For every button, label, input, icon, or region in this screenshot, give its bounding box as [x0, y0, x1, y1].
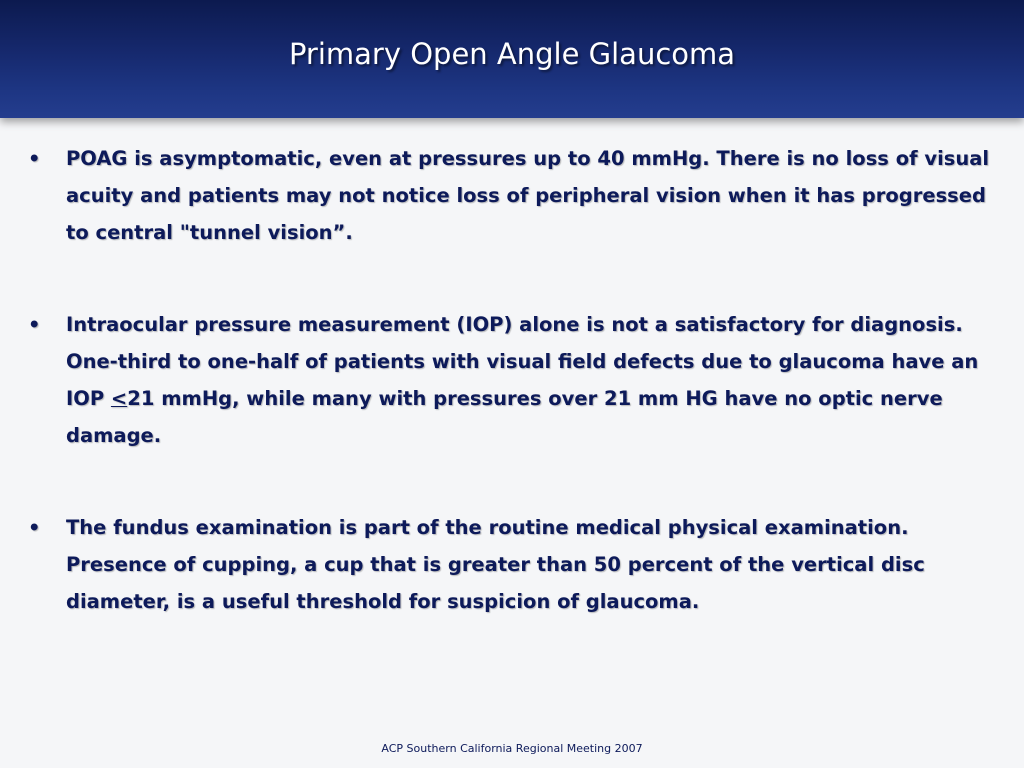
- bullet-list: [28, 140, 998, 620]
- bullet-text: POAG is asymptomatic, even at pressures up to 40 mmHg. There is no loss of visual acuity and patients may not notice loss of peripheral vision when it has progressed to central "tunnel vision”.: [66, 147, 990, 244]
- bullet-icon: •: [28, 147, 41, 170]
- bullet-item-fundus: [28, 509, 998, 620]
- bullet-icon: •: [28, 313, 41, 336]
- bullet-icon: •: [28, 516, 41, 539]
- slide-title: Primary Open Angle Glaucoma: [288, 37, 736, 71]
- bullet-item-iop: [28, 306, 998, 454]
- bullet-text: The fundus examination is part of the routine medical physical examination. Presence of cupping, a cup that is greater than 50 percent of the vertical disc diameter, is a useful threshold for suspicion of glaucoma.: [66, 516, 925, 613]
- slide-footer: ACP Southern California Regional Meeting 2007: [381, 742, 643, 755]
- bullet-item-asymptomatic: [28, 140, 998, 251]
- bullet-text-continued: 21 mmHg, while many with pressures over 21 mm HG have no optic nerve damage.: [66, 387, 943, 447]
- less-equal-symbol: <: [110, 387, 128, 410]
- bullet-text: Intraocular pressure measurement (IOP) alone is not a satisfactory for diagnosis. One-third to one-half of patients with visual field defects due to glaucoma have an IOP: [66, 313, 979, 410]
